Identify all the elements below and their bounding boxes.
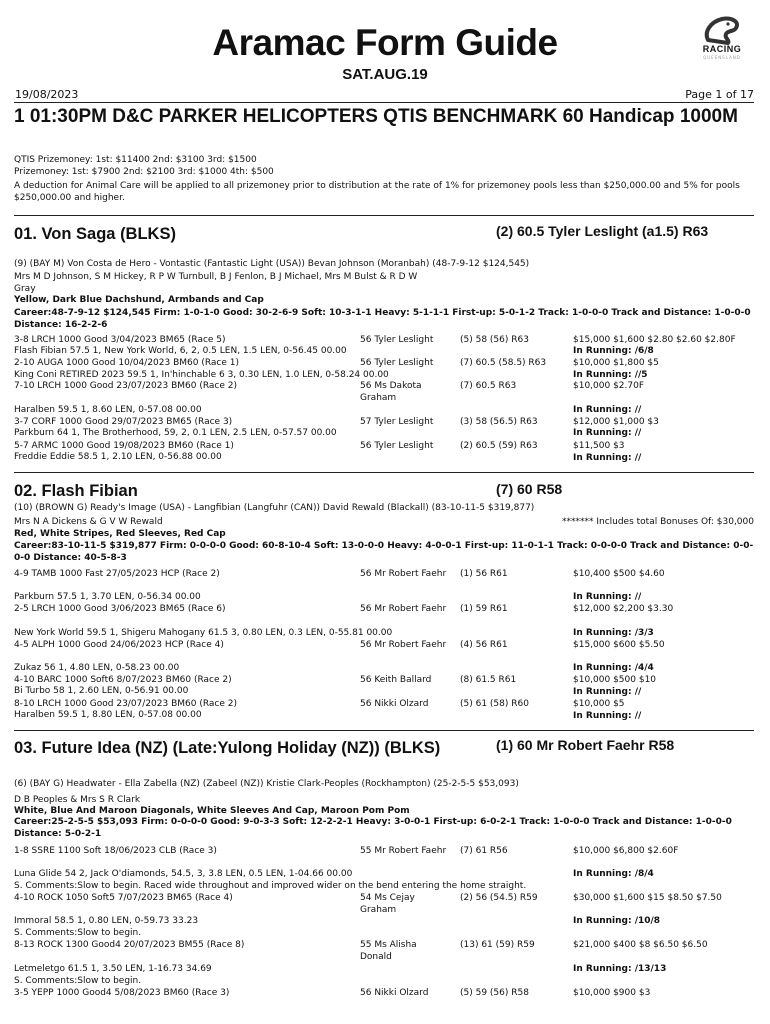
run-race: 4-10 BARC 1000 Soft6 8/07/2023 BM60 (Race 2) bbox=[14, 675, 232, 685]
print-date: 19/08/2023 bbox=[15, 88, 79, 101]
run-in-running: In Running: // bbox=[573, 405, 642, 415]
horse-colours: White, Blue And Maroon Diagonals, White Sleeves And Cap, Maroon Pom Pom bbox=[14, 806, 410, 816]
run-in-running: In Running: /4/4 bbox=[573, 663, 654, 673]
horse-name: 03. Future Idea (NZ) (Late:Yulong Holiday (NZ)) (BLKS) bbox=[14, 739, 441, 757]
prizemoney: Prizemoney: 1st: $7900 2nd: $2100 3rd: $1000 4th: $500 bbox=[14, 167, 274, 177]
run-barrier: (2) 56 (54.5) R59 bbox=[460, 893, 538, 903]
run-detail: Bi Turbo 58 1, 2.60 LEN, 0-56.91 00.00 bbox=[14, 686, 189, 696]
run-in-running: In Running: // bbox=[573, 453, 642, 463]
horse-barrier-weight-jockey: (7) 60 R58 bbox=[496, 481, 563, 497]
run-jockey: 56 Mr Robert Faehr bbox=[360, 604, 447, 614]
run-race: 4-9 TAMB 1000 Fast 27/05/2023 HCP (Race 2) bbox=[14, 569, 220, 579]
run-in-running: In Running: /6/8 bbox=[573, 346, 654, 356]
run-race: 8-13 ROCK 1300 Good4 20/07/2023 BM55 (Race 8) bbox=[14, 940, 245, 950]
run-race: 8-10 LRCH 1000 Good 23/07/2023 BM60 (Race 2) bbox=[14, 699, 237, 709]
run-detail: King Coni RETIRED 2023 59.5 1, In'hinchable 6 3, 0.30 LEN, 1.0 LEN, 0-58.24 00.00 bbox=[14, 370, 389, 380]
run-in-running: In Running: /3/3 bbox=[573, 628, 654, 638]
run-detail: Parkburn 57.5 1, 3.70 LEN, 0-56.34 00.00 bbox=[14, 592, 201, 602]
page-number: Page 1 of 17 bbox=[685, 88, 754, 101]
run-in-running: In Running: /13/13 bbox=[573, 964, 667, 974]
run-barrier: (7) 61 R56 bbox=[460, 846, 508, 856]
horse-colours: Red, White Stripes, Red Sleeves, Red Cap bbox=[14, 529, 226, 539]
run-prize: $10,000 $1,800 $5 bbox=[573, 358, 659, 368]
run-barrier: (5) 58 (56) R63 bbox=[460, 335, 529, 345]
run-jockey: 56 Nikki Olzard bbox=[360, 699, 429, 709]
run-in-running: In Running: // bbox=[573, 592, 642, 602]
qtis-prizemoney: QTIS Prizemoney: 1st: $11400 2nd: $3100 3rd: $1500 bbox=[14, 155, 257, 165]
run-detail: Zukaz 56 1, 4.80 LEN, 0-58.23 00.00 bbox=[14, 663, 180, 673]
run-jockey: 56 Tyler Leslight bbox=[360, 358, 434, 368]
horse-name: 01. Von Saga (BLKS) bbox=[14, 225, 176, 243]
run-barrier: (1) 56 R61 bbox=[460, 569, 508, 579]
run-jockey: 56 Tyler Leslight bbox=[360, 335, 434, 345]
run-jockey: 56 Tyler Leslight bbox=[360, 441, 434, 451]
run-race: 7-10 LRCH 1000 Good 23/07/2023 BM60 (Race 2) bbox=[14, 381, 237, 391]
run-steward-comments: S. Comments:Slow to begin. bbox=[14, 928, 142, 938]
run-prize: $10,000 $6,800 $2.60F bbox=[573, 846, 679, 856]
run-prize: $21,000 $400 $8 $6.50 $6.50 bbox=[573, 940, 708, 950]
horse-bonus: ******* Includes total Bonuses Of: $30,000 bbox=[561, 517, 754, 527]
run-barrier: (13) 61 (59) R59 bbox=[460, 940, 535, 950]
horse-breeding: (6) (BAY G) Headwater - Ella Zabella (NZ) (Zabeel (NZ)) Kristie Clark-Peoples (Rockhampton) (25-2-5-5 $53,093) bbox=[14, 779, 519, 789]
section-divider bbox=[14, 215, 754, 216]
run-prize: $12,000 $1,000 $3 bbox=[573, 417, 659, 427]
run-detail: Parkburn 64 1, The Brotherhood, 59, 2, 0.1 LEN, 2.5 LEN, 0-57.57 00.00 bbox=[14, 428, 337, 438]
run-detail: Haralben 59.5 1, 8.60 LEN, 0-57.08 00.00 bbox=[14, 405, 202, 415]
run-detail: Haralben 59.5 1, 8.80 LEN, 0-57.08 00.00 bbox=[14, 710, 202, 720]
run-jockey: 56 Mr Robert Faehr bbox=[360, 640, 447, 650]
guide-date-heading: SAT.AUG.19 bbox=[342, 66, 428, 83]
run-in-running: In Running: /10/8 bbox=[573, 916, 661, 926]
run-race: 2-5 LRCH 1000 Good 3/06/2023 BM65 (Race 6) bbox=[14, 604, 226, 614]
run-barrier: (5) 61 (58) R60 bbox=[460, 699, 529, 709]
run-barrier: (4) 56 R61 bbox=[460, 640, 508, 650]
horse-breeding: (10) (BROWN G) Ready's Image (USA) - Langfibian (Langfuhr (CAN)) David Rewald (Blackall) (83-10-11-5 $319,877) bbox=[14, 503, 535, 513]
race-title: 1 01:30PM D&C PARKER HELICOPTERS QTIS BENCHMARK 60 Handicap 1000M bbox=[14, 106, 738, 127]
header-divider bbox=[14, 102, 754, 103]
run-jockey: 55 Mr Robert Faehr bbox=[360, 846, 447, 856]
logo-text: RACING bbox=[702, 44, 742, 54]
run-prize: $10,000 $500 $10 bbox=[573, 675, 657, 685]
run-detail: Immoral 58.5 1, 0.80 LEN, 0-59.73 33.23 bbox=[14, 916, 199, 926]
run-detail: Letmeletgo 61.5 1, 3.50 LEN, 1-16.73 34.69 bbox=[14, 964, 212, 974]
run-jockey: 56 Nikki Olzard bbox=[360, 988, 429, 998]
run-barrier: (1) 59 R61 bbox=[460, 604, 508, 614]
run-barrier: (3) 58 (56.5) R63 bbox=[460, 417, 538, 427]
run-in-running: In Running: //5 bbox=[573, 370, 648, 380]
run-race: 3-8 LRCH 1000 Good 3/04/2023 BM65 (Race 5) bbox=[14, 335, 226, 345]
run-jockey: 56 Keith Ballard bbox=[360, 675, 432, 685]
run-jockey: 56 Ms Dakota Graham bbox=[360, 381, 422, 403]
run-barrier: (2) 60.5 (59) R63 bbox=[460, 441, 538, 451]
run-jockey: 54 Ms Cejay Graham bbox=[360, 893, 415, 915]
run-prize: $30,000 $1,600 $15 $8.50 $7.50 bbox=[573, 893, 722, 903]
horse-career: Career:83-10-11-5 $319,877 Firm: 0-0-0-0 Good: 60-8-10-4 Soft: 13-0-0-0 Heavy: 4-0-0-1 First-up: 11-0-1-1 Track: 0-0-0-0 Track and Distance: 0-0-0-0 Distance: 40-5-8-3 bbox=[14, 541, 754, 563]
run-detail: Flash Fibian 57.5 1, New York World, 6, 2, 0.5 LEN, 1.5 LEN, 0-56.45 00.00 bbox=[14, 346, 347, 356]
horse-breeding: (9) (BAY M) Von Costa de Hero - Vontastic (Fantastic Light (USA)) Bevan Johnson (Moranbah) (48-7-9-12 $124,545) bbox=[14, 259, 530, 269]
horse-head-icon bbox=[690, 14, 754, 46]
section-divider bbox=[14, 730, 754, 731]
horse-owners: Mrs N A Dickens & G V W Rewald bbox=[14, 517, 163, 527]
run-race: 5-7 ARMC 1000 Good 19/08/2023 BM60 (Race 1) bbox=[14, 441, 234, 451]
run-detail: Freddie Eddie 58.5 1, 2.10 LEN, 0-56.88 00.00 bbox=[14, 452, 222, 462]
horse-colours: Yellow, Dark Blue Dachshund, Armbands and Cap bbox=[14, 295, 264, 305]
run-race: 3-7 CORF 1000 Good 29/07/2023 BM65 (Race 3) bbox=[14, 417, 233, 427]
horse-career: Career:25-2-5-5 $53,093 Firm: 0-0-0-0 Good: 9-0-3-3 Soft: 12-2-2-1 Heavy: 3-0-0-1 First-up: 6-0-2-1 Track: 1-0-0-0 Track and Distance: 1-0-0-0 Distance: 5-0-2-1 bbox=[14, 817, 732, 839]
section-divider bbox=[14, 472, 754, 473]
run-prize: $15,000 $1,600 $2.80 $2.60 $2.80F bbox=[573, 335, 736, 345]
logo-subtext: QUEENSLAND bbox=[703, 55, 741, 60]
racing-queensland-logo bbox=[690, 14, 754, 66]
run-race: 3-5 YEPP 1000 Good4 5/08/2023 BM60 (Race 3) bbox=[14, 988, 230, 998]
run-race: 2-10 AUGA 1000 Good 10/04/2023 BM60 (Race 1) bbox=[14, 358, 239, 368]
run-in-running: In Running: /8/4 bbox=[573, 869, 654, 879]
run-jockey: 56 Mr Robert Faehr bbox=[360, 569, 447, 579]
run-barrier: (7) 60.5 R63 bbox=[460, 381, 517, 391]
run-barrier: (7) 60.5 (58.5) R63 bbox=[460, 358, 547, 368]
horse-owners: D B Peoples & Mrs S R Clark bbox=[14, 795, 141, 805]
run-race: 4-5 ALPH 1000 Good 24/06/2023 HCP (Race 4) bbox=[14, 640, 224, 650]
run-race: 4-10 ROCK 1050 Soft5 7/07/2023 BM65 (Race 4) bbox=[14, 893, 233, 903]
run-jockey: 55 Ms Alisha Donald bbox=[360, 940, 417, 962]
horse-barrier-weight-jockey: (1) 60 Mr Robert Faehr R58 bbox=[496, 737, 675, 753]
horse-career: Career:48-7-9-12 $124,545 Firm: 1-0-1-0 Good: 30-2-6-9 Soft: 10-3-1-1 Heavy: 5-1-1-1 First-up: 5-0-1-2 Track: 1-0-0-0 Track and Distance: 1-0-0-0 Distance: 16-2-2-6 bbox=[14, 308, 751, 330]
horse-owners: Mrs M D Johnson, S M Hickey, R P W Turnbull, B J Fenlon, B J Michael, Mrs M Bulst & R D W Gray bbox=[14, 272, 418, 294]
run-jockey: 57 Tyler Leslight bbox=[360, 417, 434, 427]
run-in-running: In Running: // bbox=[573, 687, 642, 697]
run-detail: Luna Glide 54 2, Jack O'diamonds, 54.5, 3, 3.8 LEN, 0.5 LEN, 1-04.66 00.00 bbox=[14, 869, 353, 879]
run-prize: $15,000 $600 $5.50 bbox=[573, 640, 665, 650]
run-prize: $11,500 $3 bbox=[573, 441, 625, 451]
run-prize: $10,000 $900 $3 bbox=[573, 988, 651, 998]
run-prize: $12,000 $2,200 $3.30 bbox=[573, 604, 674, 614]
run-barrier: (8) 61.5 R61 bbox=[460, 675, 517, 685]
run-detail: New York World 59.5 1, Shigeru Mahogany 61.5 3, 0.80 LEN, 0.3 LEN, 0-55.81 00.00 bbox=[14, 628, 393, 638]
run-steward-comments: S. Comments:Slow to begin. Raced wide throughout and improved wider on the bend entering the home straight. bbox=[14, 881, 527, 891]
animal-care-deduction: A deduction for Animal Care will be applied to all prizemoney prior to distribution at the rate of 1% for prizemoney pools less than $250,000.00 and 5% for pools $250,000.00 and higher. bbox=[14, 181, 740, 203]
run-in-running: In Running: // bbox=[573, 428, 642, 438]
run-steward-comments: S. Comments:Slow to begin. bbox=[14, 976, 142, 986]
run-barrier: (5) 59 (56) R58 bbox=[460, 988, 529, 998]
horse-name: 02. Flash Fibian bbox=[14, 482, 138, 500]
guide-title: Aramac Form Guide bbox=[212, 22, 558, 63]
run-prize: $10,000 $2.70F bbox=[573, 381, 645, 391]
run-prize: $10,400 $500 $4.60 bbox=[573, 569, 665, 579]
run-race: 1-8 SSRE 1100 Soft 18/06/2023 CLB (Race 3) bbox=[14, 846, 217, 856]
run-prize: $10,000 $5 bbox=[573, 699, 625, 709]
horse-barrier-weight-jockey: (2) 60.5 Tyler Leslight (a1.5) R63 bbox=[496, 223, 709, 239]
run-in-running: In Running: // bbox=[573, 711, 642, 721]
